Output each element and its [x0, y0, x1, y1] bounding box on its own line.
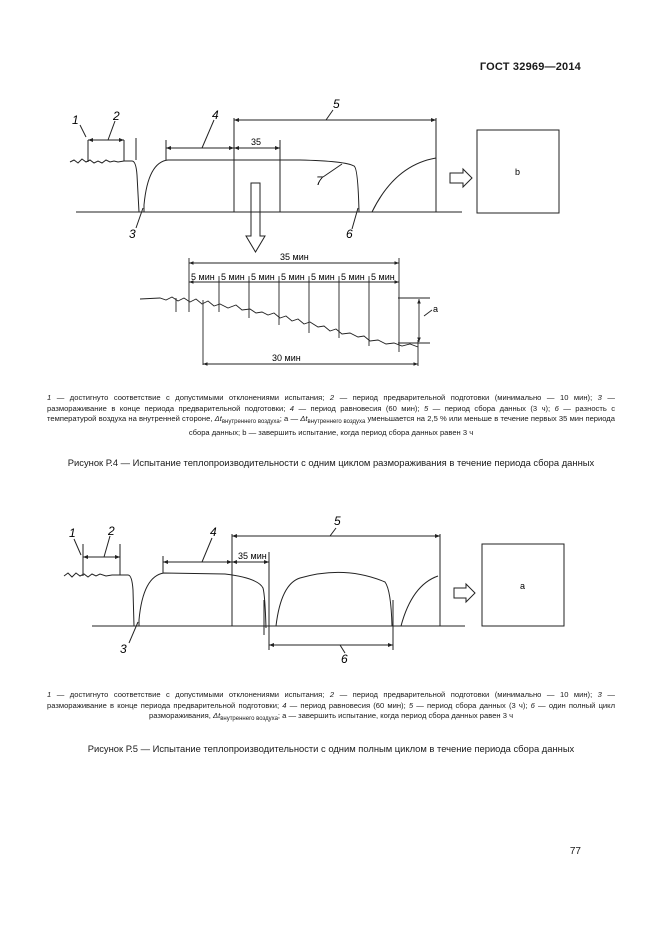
- callout-6: 6: [346, 227, 353, 241]
- inset-a-label: a: [433, 304, 439, 314]
- inset-seg-3: 5 мин: [251, 272, 275, 282]
- cycle-curve-2: [276, 572, 392, 626]
- p5-dim-35-label: 35 мин: [238, 551, 267, 561]
- p5-callout-3: 3: [120, 642, 127, 656]
- hollow-right-arrow-2: [454, 584, 475, 602]
- recovery-curve-2: [401, 576, 438, 626]
- recovery-curve: [372, 158, 436, 212]
- preconditioning-curve-2: [64, 573, 134, 626]
- callout-7: 7: [316, 174, 323, 188]
- inset-seg-1: 5 мин: [191, 272, 215, 282]
- figure-p4-caption: Рисунок Р.4 — Испытание теплопроизводительности с одним циклом размораживания в течение периода сбора данных: [67, 457, 595, 468]
- figure-p5-diagram: [0, 500, 661, 670]
- figure-p4-diagram: [0, 0, 661, 380]
- inset-total-label: 35 мин: [280, 252, 309, 262]
- equilibrium-curve-2: [139, 573, 266, 628]
- standard-header: ГОСТ 32969—2014: [479, 61, 581, 73]
- box-b-label: b: [515, 167, 521, 177]
- inset-seg-4: 5 мин: [281, 272, 305, 282]
- dim-35-label: 35: [251, 137, 262, 147]
- figure-p5-caption: Рисунок Р.5 — Испытание теплопроизводительности с одним полным циклом в течение периода сбора данных: [87, 743, 575, 754]
- callout-4: 4: [212, 108, 219, 122]
- callout-3: 3: [129, 227, 136, 241]
- inset-seg-2: 5 мин: [221, 272, 245, 282]
- inset-seg-5: 5 мин: [311, 272, 335, 282]
- callout-5: 5: [333, 97, 340, 111]
- hollow-down-arrow: [246, 183, 265, 252]
- p5-callout-4: 4: [210, 525, 217, 539]
- p5-callout-1: 1: [69, 526, 76, 540]
- p5-callout-2: 2: [108, 524, 115, 538]
- p5-callout-5: 5: [334, 514, 341, 528]
- callout-1: 1: [72, 113, 79, 127]
- inset-seg-7: 5 мин: [371, 272, 395, 282]
- p5-callout-6: 6: [341, 652, 348, 666]
- figure-p5-legend: 1 — достигнуто соответствие с допустимыми отклонениями испытания; 2 — период предварительной подготовки (минимально — 10 мин); 3 — размораживание в конце периода предварительной подготовки; 4 — период равновесия (60 мин); 5 — период сбора данных (3 ч); 6 — один полный цикл размораживания, $\Delta t_{внутреннего воздуха}$; а — завершить испытание, когда период сбора данных равен 3 ч: [47, 690, 616, 723]
- hollow-right-arrow: [450, 169, 472, 187]
- page-number: 77: [569, 846, 581, 857]
- preconditioning-curve: [70, 159, 139, 212]
- callout-2: 2: [113, 109, 120, 123]
- inset-seg-6: 5 мин: [341, 272, 365, 282]
- figure-p4-legend: 1 — достигнуто соответствие с допустимыми отклонениями испытания; 2 — период предварительной подготовки (минимально — 10 мин); 3 — размораживание в конце периода предварительной подготовки; 4 — период равновесия (60 мин); 5 — период сбора данных (3 ч); 6 — разность с температурой воздуха на внутренней стороне, $\Delta t_{внутреннего воздуха}$; а — $\Delta t_{внутреннего воздуха}$ уменьшается на 2,5 % или меньше в течение первых 35 мин периода сбора данных; b — завершить испытание, когда период сбора данных равен 3 ч: [47, 393, 616, 437]
- box-a-label: a: [520, 581, 526, 591]
- inset-30min-label: 30 мин: [272, 353, 301, 363]
